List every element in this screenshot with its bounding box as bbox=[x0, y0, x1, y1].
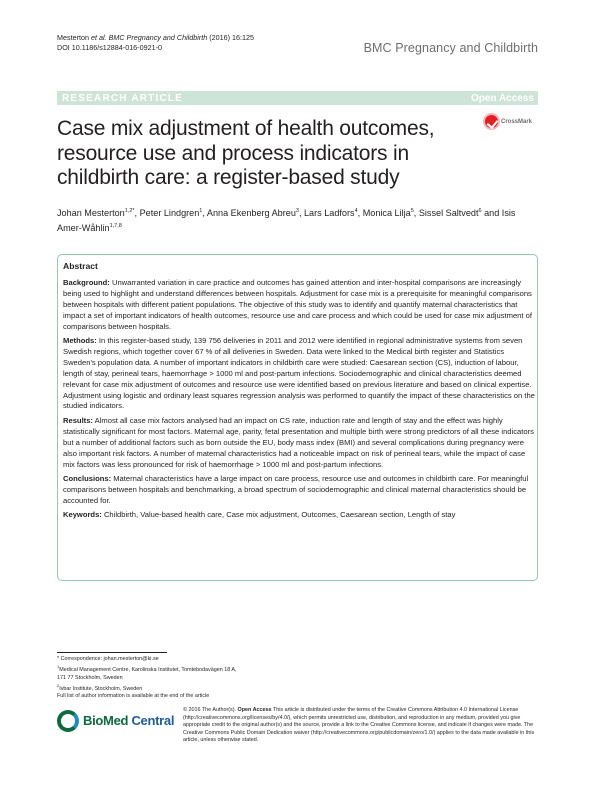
author[interactable] bbox=[419, 208, 482, 218]
abstract-background: Background: Unwarranted variation in care practice and outcomes has gained attention and inter-hospital comparisons are increasingly being used to highlight and understand differences between hospitals. Adjustment for case mix is a prerequisite for meaningful comparisons between hospitals with different patient populations. The objective of this study was to identify and quantify maternal characteristics that impact a set of important indicators of health outcomes, resource use and care process and which could be used for case mix adjustment of comparisons between hospitals. bbox=[63, 278, 532, 331]
author-name: Monica Lilja bbox=[362, 208, 411, 219]
author-affiliation: 5 bbox=[410, 208, 414, 214]
author-name: Sissel Saltvedt bbox=[418, 208, 479, 219]
author[interactable] bbox=[140, 208, 203, 218]
logo-wordmark: BioMed Central bbox=[83, 713, 175, 728]
author-affiliation: 1,7,8 bbox=[109, 223, 122, 230]
license-text: © 2016 The Author(s). Open Access This article is distributed under the terms of the Creative Commons Attribution 4.0 International License (http://creativecommons.org/licenses/by/4.0/), which permits unrestricted use, distribution, and reproduction in any medium, provided you give appropriate credit to the original author(s) and the source, provide a link to the Creative Commons license, and indicate if changes were made. The Creative Commons Public Domain Dedication waiver (http://creativecommons.org/publicdomain/zero/1.0/) applies to the data made available in this article, unless otherwise stated. bbox=[183, 707, 535, 744]
biomed-swirl-icon bbox=[57, 710, 79, 732]
abstract-keywords: Keywords: Childbirth, Value-based health care, Case mix adjustment, Outcomes, Caesarean section, Length of stay bbox=[63, 510, 456, 520]
correspondence[interactable]: * Correspondence: johan.mesterton@ki.se bbox=[57, 656, 159, 662]
author-name: Peter Lindgren bbox=[139, 208, 200, 219]
author-affiliation: 1 bbox=[199, 208, 203, 214]
author-affiliation: 6 bbox=[478, 208, 482, 214]
footnote-rule bbox=[57, 652, 167, 653]
affiliation-1-cont: 171 77 Stockholm, Sweden bbox=[57, 674, 123, 681]
author-list: Johan Mesterton$^{1,2*}$, Peter Lindgren$^1$, Anna Ekenberg Abreu$^3$, Lars Ladfors$^4$, Monica Lilja$^5$, Sissel Saltvedt$^6$ and Isis Amer-Wåhlin$^{1,7,8}$ bbox=[57, 208, 516, 234]
affiliation-1: $^1$Medical Management Centre, Karolinska Institutet, Tomtebodavägen 18 A, bbox=[57, 664, 237, 674]
affiliation-2: $^2$Ivbar Institute, Stockholm, Sweden bbox=[57, 683, 143, 692]
crossmark-label: CrossMark bbox=[501, 119, 533, 125]
full-list-note: Full list of author information is available at the end of the article bbox=[57, 693, 210, 700]
author-affiliation: 3 bbox=[295, 208, 299, 214]
author[interactable] bbox=[304, 208, 358, 218]
author[interactable] bbox=[207, 208, 299, 218]
author-name: Isis Amer-Wåhlin bbox=[57, 208, 516, 234]
author-name: Lars Ladfors bbox=[304, 208, 355, 219]
author-name: Anna Ekenberg Abreu bbox=[206, 208, 296, 219]
article-title: Case mix adjustment of health outcomes, resource use and process indicators in childbirth care: a register-based study bbox=[57, 117, 435, 189]
author[interactable] bbox=[57, 208, 135, 218]
citation-line: Mesterton et al. BMC Pregnancy and Childbirth (2016) 16:125 bbox=[57, 33, 255, 42]
journal-name: BMC Pregnancy and Childbirth bbox=[363, 41, 538, 55]
author-name: Johan Mesterton bbox=[57, 208, 125, 219]
article-type: RESEARCH ARTICLE bbox=[62, 93, 184, 104]
footnotes bbox=[57, 656, 317, 701]
author-affiliation: 4 bbox=[354, 208, 358, 214]
open-access-label: Open Access bbox=[471, 93, 534, 104]
article-type-banner bbox=[57, 91, 538, 105]
abstract-heading: Abstract bbox=[63, 261, 98, 271]
biomed-central-logo[interactable] bbox=[57, 708, 177, 734]
author[interactable] bbox=[363, 208, 414, 218]
doi[interactable]: DOI 10.1186/s12884-016-0921-0 bbox=[57, 43, 162, 52]
abstract-results: Results: Almost all case mix factors analysed had an impact on CS rate, induction rate and length of stay and the effect was highly statistically significant for most factors. Maternal age, parity, fetal presentation and multiple birth were strong predictors of all these indicators but a number of additional factors such as born outside the EU, body mass index (BMI) and several complications during pregnancy were also important risk factors. A number of maternal characteristics had a noticeable impact on risk of perineal tears, while the impact of case mix factors was less pronounced for risk of haemorrhage > 1000 ml and post-partum infections. bbox=[63, 415, 534, 469]
abstract-body bbox=[63, 278, 535, 525]
abstract-methods: Methods: In this register-based study, 139 756 deliveries in 2011 and 2012 were identified in regional administrative systems from seven Swedish regions, which together cover 67 % of all deliveries in Sweden. Data were linked to the Medical birth register and Statistics Sweden's population data. A number of important indicators in childbirth care were studied: Caesarean section (CS), induction of labour, length of stay, perineal tears, haemorrhage > 1000 ml and post-partum infections. Sociodemographic and clinical characteristics deemed relevant for case mix adjustment of outcomes and resource use were identified based on previous literature and based on clinical expertise. Adjustment using logistic and ordinary least squares regression analysis was performed to quantify the impact of these characteristics on the studied indicators. bbox=[63, 336, 535, 411]
abstract-box bbox=[57, 254, 538, 581]
crossmark-badge[interactable] bbox=[483, 113, 543, 137]
author-affiliation: 1,2* bbox=[124, 208, 135, 214]
abstract-conclusions: Conclusions: Maternal characteristics have a large impact on care process, resource use and outcomes in childbirth care. For meaningful comparisons between hospitals and benchmarking, a broad spectrum of sociodemographic and clinical maternal characteristics should be accounted for. bbox=[63, 473, 529, 505]
running-header bbox=[57, 33, 254, 53]
